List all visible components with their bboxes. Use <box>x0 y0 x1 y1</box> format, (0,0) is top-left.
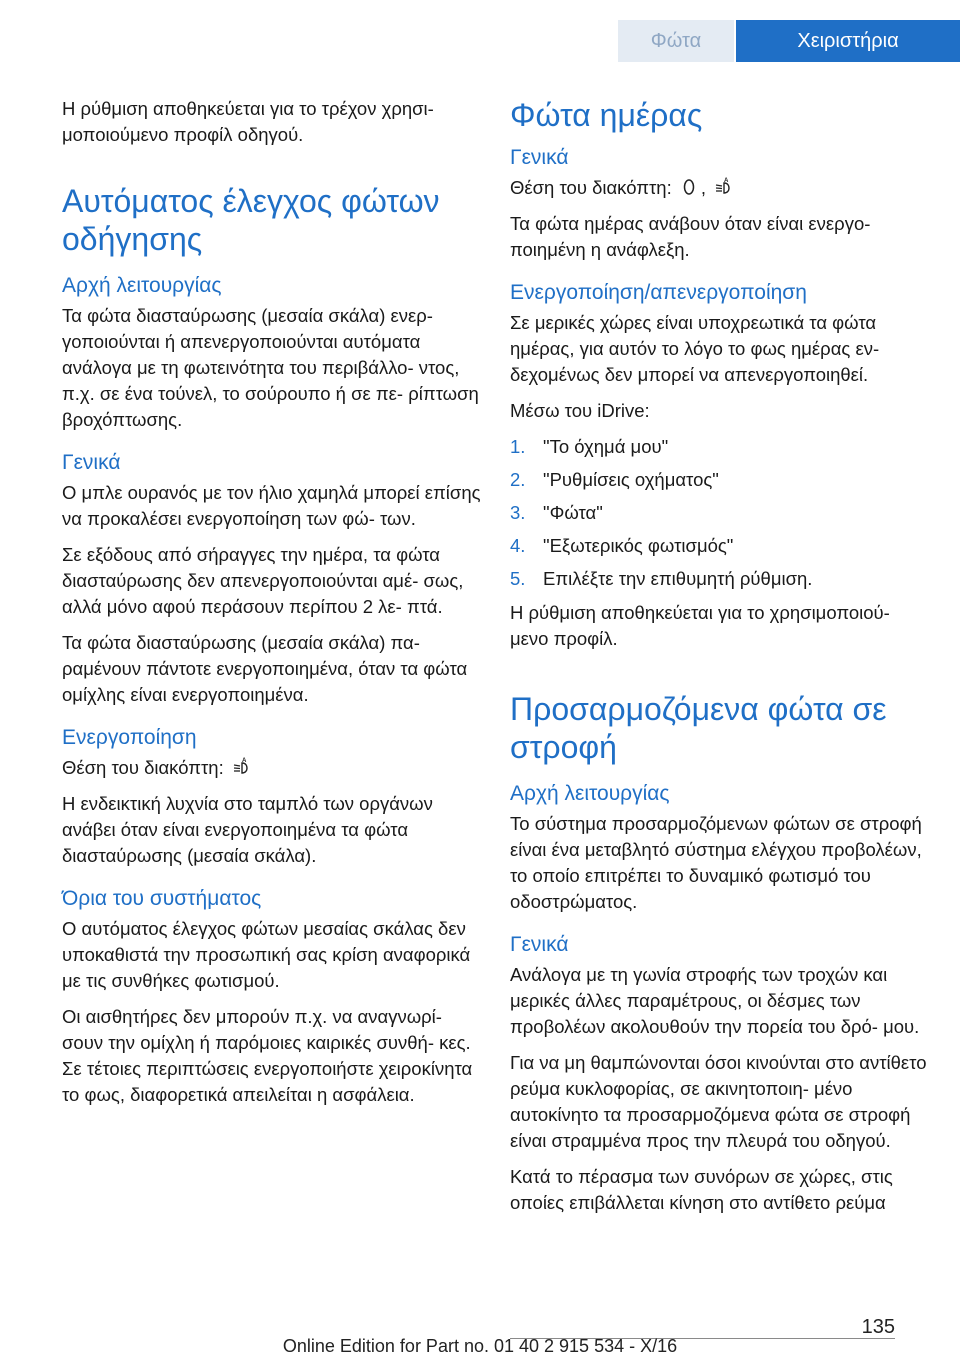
adaptive-principle-heading: Αρχή λειτουργίας <box>510 782 670 805</box>
step-number: 4. <box>510 535 526 556</box>
intro-paragraph: Η ρύθμιση αποθηκεύεται για το τρέχον χρησι‐ μοποιούμενο προφίλ οδηγού. <box>62 98 434 145</box>
daytime-general-paragraph: Τα φώτα ημέρας ανάβουν όταν είναι ενεργο‐ ποιημένη η ανάφλεξη. <box>510 213 871 260</box>
general-paragraph-2: Σε εξόδους από σήραγγες την ημέρα, τα φώτα διασταύρωσης δεν απενεργοποιούνται αμέ‐ σως, αλλά μόνο αφού περάσουν περίπου 2 λε‐ πτά. <box>62 544 464 617</box>
idrive-steps-list <box>510 434 930 592</box>
step-text: "Ρυθμίσεις οχήματος" <box>543 469 719 490</box>
switch-separator: , <box>700 177 707 198</box>
auto-headlight-title: Αυτόματος έλεγχος φώτων οδήγησης <box>62 183 440 257</box>
limits-paragraph-2: Οι αισθητήρες δεν μπορούν π.χ. να αναγνωρί‐ σουν την ομίχλη ή παρόμοιες καιρικές συνθή‐ κες. Σε τέτοιες περιπτώσεις ενεργοποιήστε χειροκίνητα το φως, διαφορετικά απειλείται η ασφάλεια. <box>62 1006 473 1105</box>
activation-paragraph: Η ενδεικτική λυχνία στο ταμπλό των οργάνων ανάβει όταν είναι ενεργοποιημένα τα φώτα διασταύρωσης (μεσαία σκάλα). <box>62 793 433 866</box>
adaptive-principle-paragraph: Το σύστημα προσαρμοζόμενων φώτων σε στροφή είναι ένα μεταβλητό σύστημα ελέγχου προβολέων, το οποίο επιτρέπει το δυναμικό φωτισμό του οδοστρώματος. <box>510 813 922 912</box>
daytime-switch-label: Θέση του διακόπτη: <box>510 177 672 198</box>
switch-position-line <box>62 755 482 781</box>
auto-light-icon <box>715 177 731 197</box>
toggle-paragraph: Σε μερικές χώρες είναι υποχρεωτικά τα φώτα ημέρας, για αυτόν το λόγο το φως ημέρας εν‐ δεχομένως δεν μπορεί να απενεργοποιηθεί. <box>510 312 880 385</box>
principle-paragraph: Τα φώτα διασταύρωσης (μεσαία σκάλα) ενερ‐ γοποιούνται ή απενεργοποιούνται αυτόματα ανάλογα με τη φωτεινότητα του περιβάλλο‐ ντος, π.χ. σε ένα τούνελ, το σούρουπο ή σε πε‐ ρίπτωση βροχόπτωσης. <box>62 305 479 430</box>
step-text: Επιλέξτε την επιθυμητή ρύθμιση. <box>543 568 813 589</box>
daytime-switch-position-line <box>510 175 930 201</box>
adaptive-general-paragraph-1: Ανάλογα με τη γωνία στροφής των τροχών και μερικές άλλες παραμέτρους, οι δέσμες των προβολέων ακολουθούν την πορεία του δρό‐ μου. <box>510 964 920 1037</box>
page-header <box>0 0 960 62</box>
step-number: 5. <box>510 568 526 589</box>
chapter-tab[interactable]: Χειριστήρια <box>736 20 960 62</box>
daytime-lights-title: Φώτα ημέρας <box>510 97 703 133</box>
activation-heading: Ενεργοποίηση <box>62 726 197 749</box>
edition-footer: Online Edition for Part no. 01 40 2 915 534 - X/16 <box>282 1336 678 1356</box>
step-number: 1. <box>510 436 526 457</box>
step-number: 2. <box>510 469 526 490</box>
switch-position-label: Θέση του διακόπτη: <box>62 757 224 778</box>
left-column <box>62 96 482 1118</box>
limits-paragraph-1: Ο αυτόματος έλεγχος φώτων μεσαίας σκάλας δεν υποκαθιστά την προσωπική σας κρίση αναφορικά με τις συνθήκες φωτισμού. <box>62 918 471 991</box>
list-item <box>510 566 930 592</box>
list-item <box>510 434 930 460</box>
general-paragraph-1: Ο μπλε ουρανός με τον ήλιο χαμηλά μπορεί επίσης να προκαλέσει ενεργοποίηση των φώ‐ των. <box>62 482 481 529</box>
idrive-paragraph: Μέσω του iDrive: <box>510 400 650 421</box>
step-number: 3. <box>510 502 526 523</box>
step-text: "Το όχημά μου" <box>543 436 669 457</box>
list-item <box>510 500 930 526</box>
step-text: "Φώτα" <box>543 502 603 523</box>
saved-paragraph: Η ρύθμιση αποθηκεύεται για το χρησιμοποιού‐ μενο προφίλ. <box>510 602 890 649</box>
switch-off-icon <box>681 177 697 197</box>
general-paragraph-3: Τα φώτα διασταύρωσης (μεσαία σκάλα) πα‐ ραμένουν πάντοτε ενεργοποιημένα, όταν τα φώτα ομίχλης είναι ενεργοποιημένα. <box>62 632 468 705</box>
principle-heading: Αρχή λειτουργίας <box>62 274 222 297</box>
adaptive-lights-title: Προσαρμοζόμενα φώτα σε στροφή <box>510 691 887 765</box>
right-column <box>510 96 930 1226</box>
step-text: "Εξωτερικός φωτισμός" <box>543 535 734 556</box>
svg-text:A: A <box>241 758 247 764</box>
list-item <box>510 467 930 493</box>
toggle-heading: Ενεργοποίηση/απενεργοποίηση <box>510 281 807 304</box>
limits-heading: Όρια του συστήματος <box>62 887 262 910</box>
daytime-general-heading: Γενικά <box>510 146 569 169</box>
list-item <box>510 533 930 559</box>
adaptive-general-paragraph-2: Για να μη θαμπώνονται όσοι κινούνται στο αντίθετο ρεύμα κυκλοφορίας, σε ακινητοποιη‐ μένο αυτοκίνητο τα προσαρμοζόμενα φώτα σε στροφή είναι στραμμένα προς την πλευρά του οδηγού. <box>510 1052 927 1151</box>
general-heading: Γενικά <box>62 451 121 474</box>
svg-text:A: A <box>724 178 729 184</box>
adaptive-general-paragraph-3: Κατά το πέρασμα των συνόρων σε χώρες, στις οποίες επιβάλλεται κίνηση στο αντίθετο ρεύμα <box>510 1166 893 1213</box>
auto-light-icon <box>233 757 249 777</box>
page-number: 135 <box>861 1316 895 1338</box>
adaptive-general-heading: Γενικά <box>510 933 569 956</box>
section-tab[interactable]: Φώτα <box>618 20 734 62</box>
